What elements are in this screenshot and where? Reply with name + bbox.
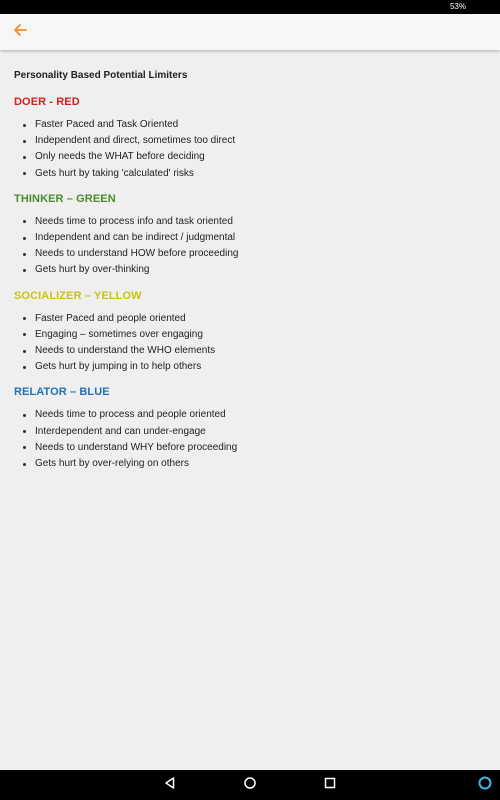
circle-home-icon — [243, 776, 257, 795]
list-item — [14, 440, 484, 456]
bullet-icon — [23, 237, 26, 240]
bullet-icon — [23, 333, 26, 336]
bullet-icon — [23, 156, 26, 159]
list-item — [14, 262, 484, 278]
list-item-text: Gets hurt by over-thinking — [35, 264, 150, 276]
bullet-list — [14, 311, 484, 376]
back-button[interactable] — [8, 20, 32, 44]
list-item — [14, 343, 484, 359]
list-item-text: Engaging – sometimes over engaging — [35, 328, 203, 340]
list-item-text: Faster Paced and people oriented — [35, 312, 186, 324]
bullet-list — [14, 407, 484, 472]
list-item-text: Needs time to process and people oriented — [35, 409, 226, 421]
list-item — [14, 359, 484, 375]
bullet-icon — [23, 220, 26, 223]
list-item — [14, 133, 484, 149]
section-doer — [14, 96, 484, 182]
battery-level: 53% — [449, 2, 466, 11]
bullet-icon — [23, 253, 26, 256]
bullet-icon — [23, 124, 26, 127]
square-recents-icon — [323, 776, 337, 795]
list-item-text: Gets hurt by over-relying on others — [35, 458, 189, 470]
section-socializer — [14, 290, 484, 376]
list-item-text: Gets hurt by taking 'calculated' risks — [35, 167, 194, 179]
bullet-list — [14, 117, 484, 182]
content — [14, 70, 484, 483]
list-item-text: Needs to understand HOW before proceeding — [35, 248, 239, 260]
navigation-bar — [0, 770, 500, 800]
section-heading-thinker: THINKER – GREEN — [14, 192, 116, 205]
list-item-text: Interdependent and can under-engage — [35, 425, 206, 437]
bullet-icon — [23, 350, 26, 353]
nav-recents-button[interactable] — [321, 776, 339, 794]
list-item-text: Needs to understand WHY before proceeding — [35, 441, 238, 453]
arrow-left-icon — [13, 23, 27, 42]
bullet-icon — [23, 463, 26, 466]
bullet-icon — [23, 140, 26, 143]
list-item — [14, 117, 484, 133]
list-item-text: Independent and can be indirect / judgmental — [35, 232, 236, 244]
app-bar — [0, 14, 500, 50]
list-item-text: Needs time to process info and task oriented — [35, 215, 233, 227]
nav-home-button[interactable] — [241, 776, 259, 794]
section-heading-relator: RELATOR – BLUE — [14, 386, 110, 399]
page-title: Personality Based Potential Limiters — [14, 70, 188, 81]
triangle-back-icon — [163, 776, 177, 795]
bullet-icon — [23, 414, 26, 417]
list-item-text: Independent and direct, sometimes too direct — [35, 135, 236, 147]
bullet-list — [14, 214, 484, 279]
bullet-icon — [23, 366, 26, 369]
section-heading-doer: DOER - RED — [14, 96, 80, 108]
assistant-ring-icon — [477, 775, 493, 796]
section-relator — [14, 386, 484, 472]
nav-back-button[interactable] — [161, 776, 179, 794]
list-item — [14, 166, 484, 182]
list-item-text: Gets hurt by jumping in to help others — [35, 361, 202, 373]
list-item — [14, 456, 484, 472]
list-item — [14, 311, 484, 327]
bullet-icon — [23, 269, 26, 272]
status-bar — [0, 0, 500, 14]
list-item-text: Only needs the WHAT before deciding — [35, 151, 205, 163]
list-item — [14, 214, 484, 230]
bullet-icon — [23, 446, 26, 449]
section-thinker — [14, 193, 484, 279]
list-item — [14, 149, 484, 165]
list-item — [14, 327, 484, 343]
bullet-icon — [23, 430, 26, 433]
list-item-text: Faster Paced and Task Oriented — [35, 119, 179, 130]
assistant-button[interactable] — [476, 776, 494, 794]
section-heading-socializer: SOCIALIZER – YELLOW — [14, 289, 142, 302]
list-item-text: Needs to understand the WHO elements — [35, 345, 216, 357]
list-item — [14, 230, 484, 246]
bullet-icon — [23, 317, 26, 320]
bullet-icon — [23, 172, 26, 175]
list-item — [14, 424, 484, 440]
list-item — [14, 407, 484, 423]
list-item — [14, 246, 484, 262]
